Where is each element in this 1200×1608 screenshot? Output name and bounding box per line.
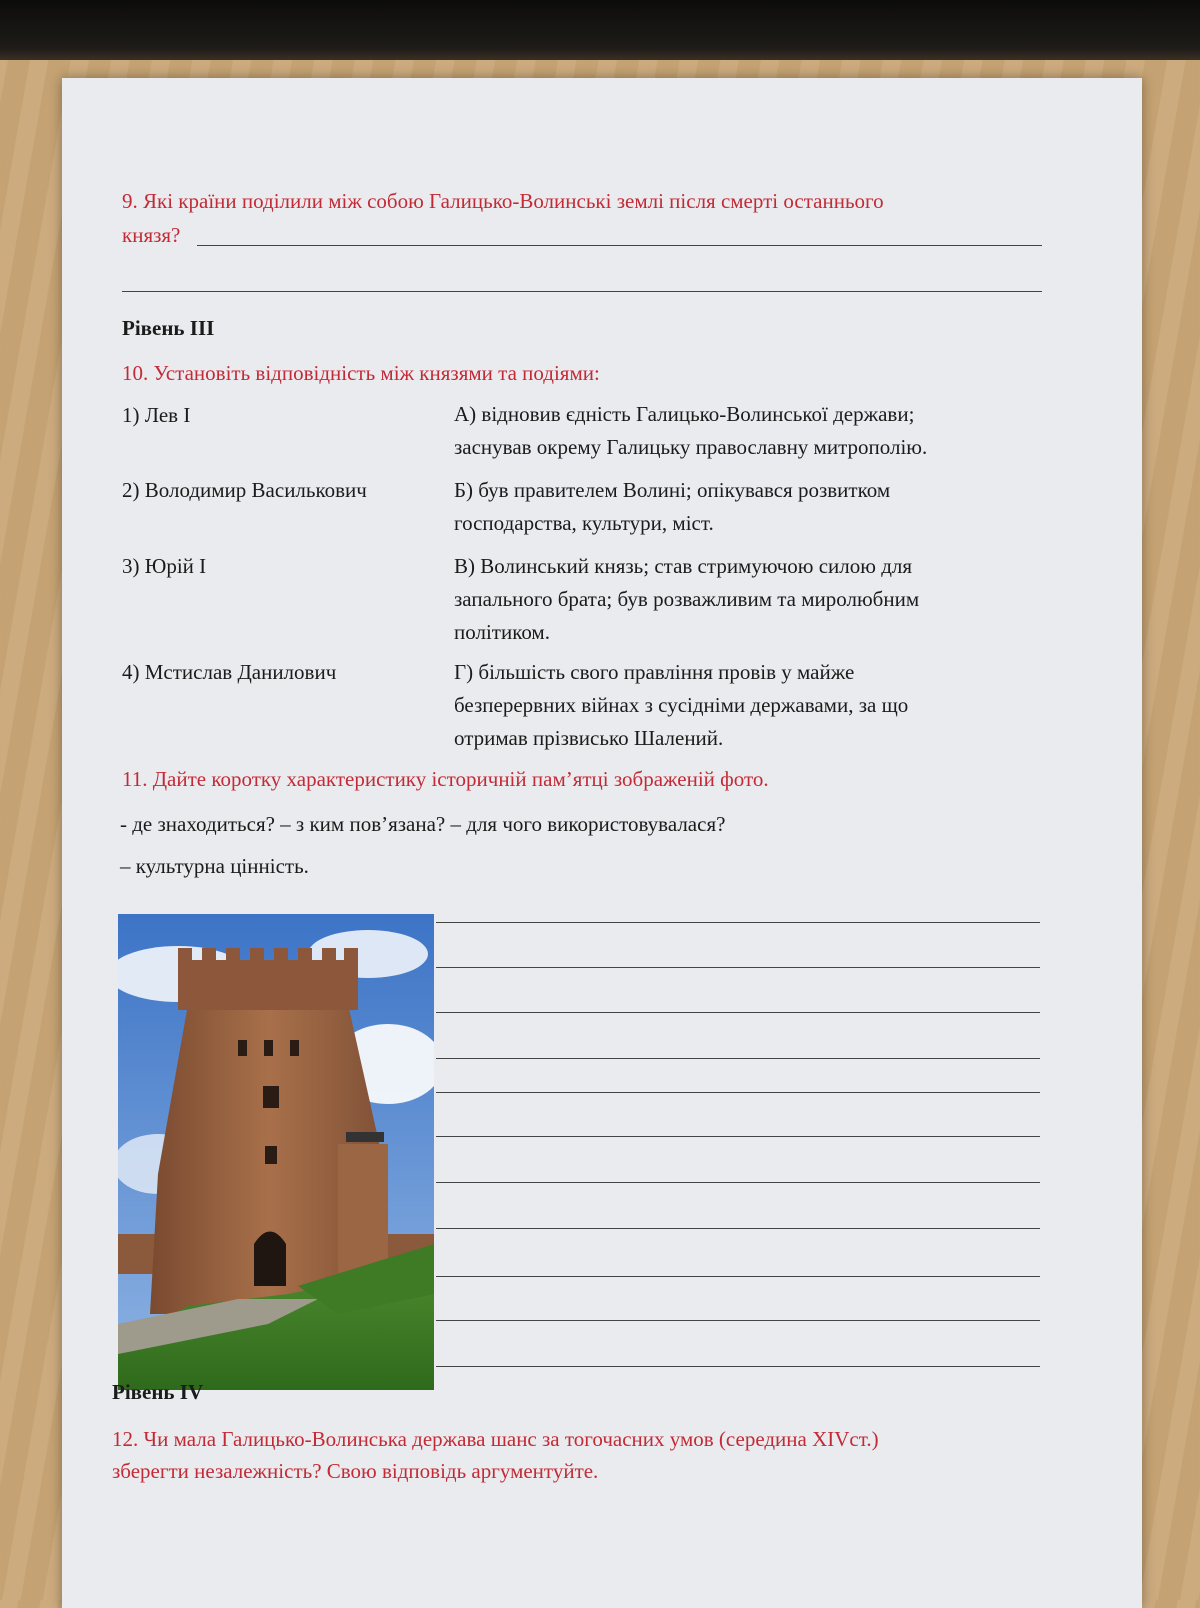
- event-d-line1: Г) більшість свого правління провів у майже: [454, 660, 855, 684]
- answer-line-11-9[interactable]: [436, 1276, 1040, 1277]
- castle-tower-photo: [118, 914, 434, 1390]
- answer-line-11-6[interactable]: [436, 1136, 1040, 1137]
- question-9-line1: 9. Які країни поділили між собою Галицько-Волинські землі після смерті останнього: [122, 189, 884, 213]
- event-c: [454, 550, 1074, 649]
- prince-1: 1) Лев І: [122, 403, 191, 427]
- answer-line-9b[interactable]: [122, 291, 1042, 292]
- event-b-line1: Б) був правителем Волині; опікувався розвитком: [454, 478, 891, 502]
- answer-line-11-2[interactable]: [436, 967, 1040, 968]
- answer-line-11-3[interactable]: [436, 1012, 1040, 1013]
- question-12-line1: 12. Чи мала Галицько-Волинська держава шанс за тогочасних умов (середина XIVст.): [112, 1427, 879, 1451]
- answer-line-11-11[interactable]: [436, 1366, 1040, 1367]
- event-a-line1: А) відновив єдність Галицько-Волинської держави;: [454, 402, 915, 426]
- level-4-heading: Рівень IV: [112, 1380, 204, 1404]
- answer-line-11-10[interactable]: [436, 1320, 1040, 1321]
- prince-2: 2) Володимир Василькович: [122, 478, 367, 502]
- question-11-value-prompt: – культурна цінність.: [120, 854, 309, 878]
- event-b: [454, 474, 1074, 540]
- worksheet-page: [62, 78, 1142, 1608]
- prince-3: 3) Юрій І: [122, 554, 207, 578]
- event-d-line2: безперервних війнах з сусідніми державами, за що: [454, 693, 909, 717]
- question-9-line2: князя?: [122, 223, 181, 247]
- event-b-line2: господарства, культури, міст.: [454, 511, 714, 535]
- event-a: [454, 398, 1074, 464]
- event-a-line2: заснував окрему Галицьку православну митрополію.: [454, 435, 928, 459]
- question-10: 10. Установіть відповідність між князями та подіями:: [122, 361, 600, 385]
- event-c-line1: В) Волинський князь; став стримуючою силою для: [454, 554, 913, 578]
- answer-line-11-7[interactable]: [436, 1182, 1040, 1183]
- event-c-line3: політиком.: [454, 620, 550, 644]
- question-11: 11. Дайте коротку характеристику історичній пам’ятці зображеній фото.: [122, 767, 769, 791]
- question-12-line2: зберегти незалежність? Свою відповідь аргументуйте.: [112, 1459, 599, 1483]
- dark-monitor-edge: [0, 0, 1200, 60]
- answer-line-9a[interactable]: [197, 245, 1042, 246]
- prince-4: 4) Мстислав Данилович: [122, 660, 337, 684]
- answer-line-11-4[interactable]: [436, 1058, 1040, 1059]
- answer-line-11-1[interactable]: [436, 922, 1040, 923]
- event-c-line2: запального брата; був розважливим та миролюбним: [454, 587, 920, 611]
- question-11-prompts: - де знаходиться? – з ким пов’язана? – для чого використовувалася?: [120, 812, 726, 836]
- event-d: [454, 656, 1074, 755]
- level-3-heading: Рівень ІІІ: [122, 316, 215, 340]
- answer-line-11-8[interactable]: [436, 1228, 1040, 1229]
- answer-line-11-5[interactable]: [436, 1092, 1040, 1093]
- event-d-line3: отримав прізвисько Шалений.: [454, 726, 724, 750]
